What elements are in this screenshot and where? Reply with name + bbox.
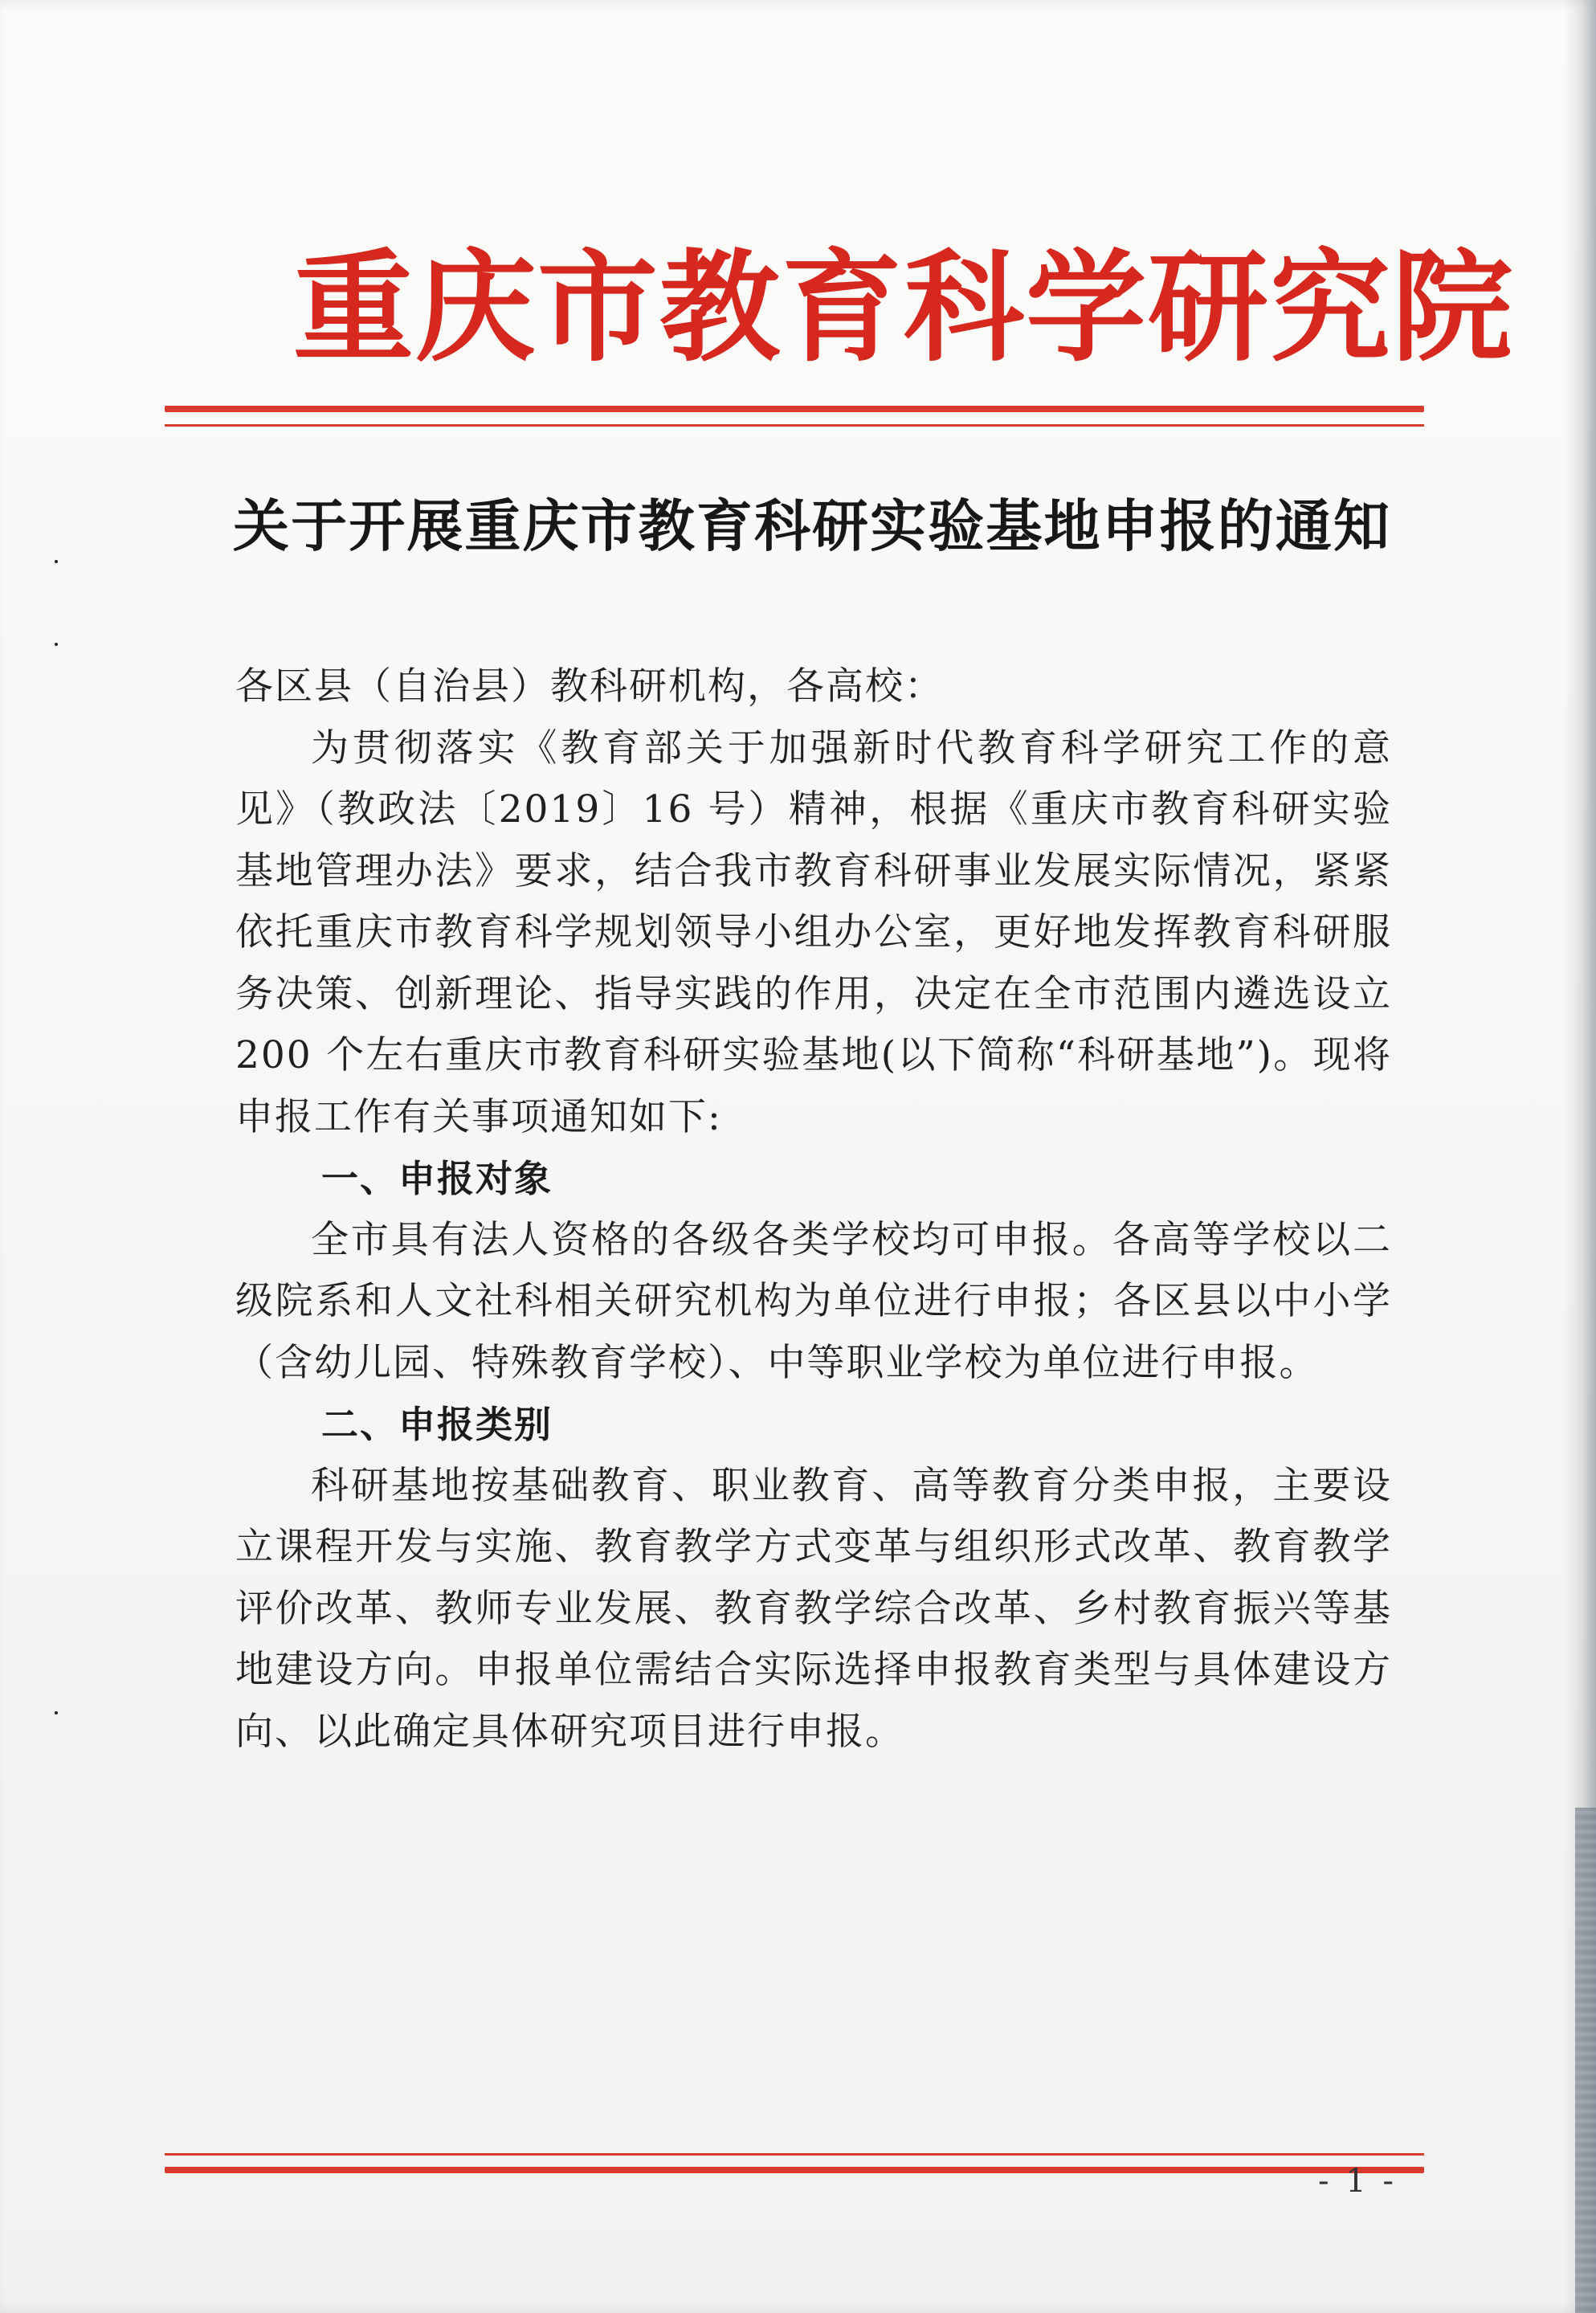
footer-rule-thick: [165, 2167, 1424, 2173]
document-title: 关于开展重庆市教育科研实验基地申报的通知: [233, 492, 1390, 559]
masthead-org-name: 重庆市教育科学研究院: [293, 237, 1515, 378]
document-body: [235, 656, 1392, 1763]
margin-mark: [55, 643, 58, 646]
section-body: 全市具有法人资格的各级各类学校均可申报。各高等学校以二级院系和人文社科相关研究机构为单位进行申报；各区县以中小学（含幼儿园、特殊教育学校）、中等职业学校为单位进行申报。: [235, 1217, 1392, 1385]
salutation: 各区县（自治县）教科研机构，各高校：: [235, 664, 944, 709]
masthead-rule-thin: [165, 424, 1424, 427]
section-heading: 二、申报类别: [321, 1403, 553, 1446]
section-body: 科研基地按基础教育、职业教育、高等教育分类申报，主要设立课程开发与实施、教育教学方式变革与组织形式改革、教育教学评价改革、教师专业发展、教育教学综合改革、乡村教育振兴等基地建设方向。申报单位需结合实际选择申报教育类型与具体建设方向、以此确定具体研究项目进行申报。: [235, 1463, 1392, 1754]
masthead-rule-thick: [165, 406, 1424, 412]
section-heading: 一、申报对象: [321, 1157, 553, 1200]
margin-mark: [55, 1711, 58, 1714]
footer-rule-thin: [165, 2153, 1424, 2156]
intro-paragraph: 为贯彻落实《教育部关于加强新时代教育科学研究工作的意见》（教政法〔2019〕16 号）精神，根据《重庆市教育科研实验基地管理办法》要求，结合我市教育科研事业发展实际情况，紧紧依托重庆市教育科学规划领导小组办公室，更好地发挥教育科研服务决策、创新理论、指导实践的作用，决定在全市范围内遴选设立 200 个左右重庆市教育科研实验基地(以下简称“科研基地”)。现将申报工作有关事项通知如下:: [235, 725, 1392, 1139]
background-fabric-edge: [1575, 1808, 1596, 2313]
margin-mark: [55, 560, 58, 563]
page-number: - 1 -: [1318, 2163, 1397, 2200]
